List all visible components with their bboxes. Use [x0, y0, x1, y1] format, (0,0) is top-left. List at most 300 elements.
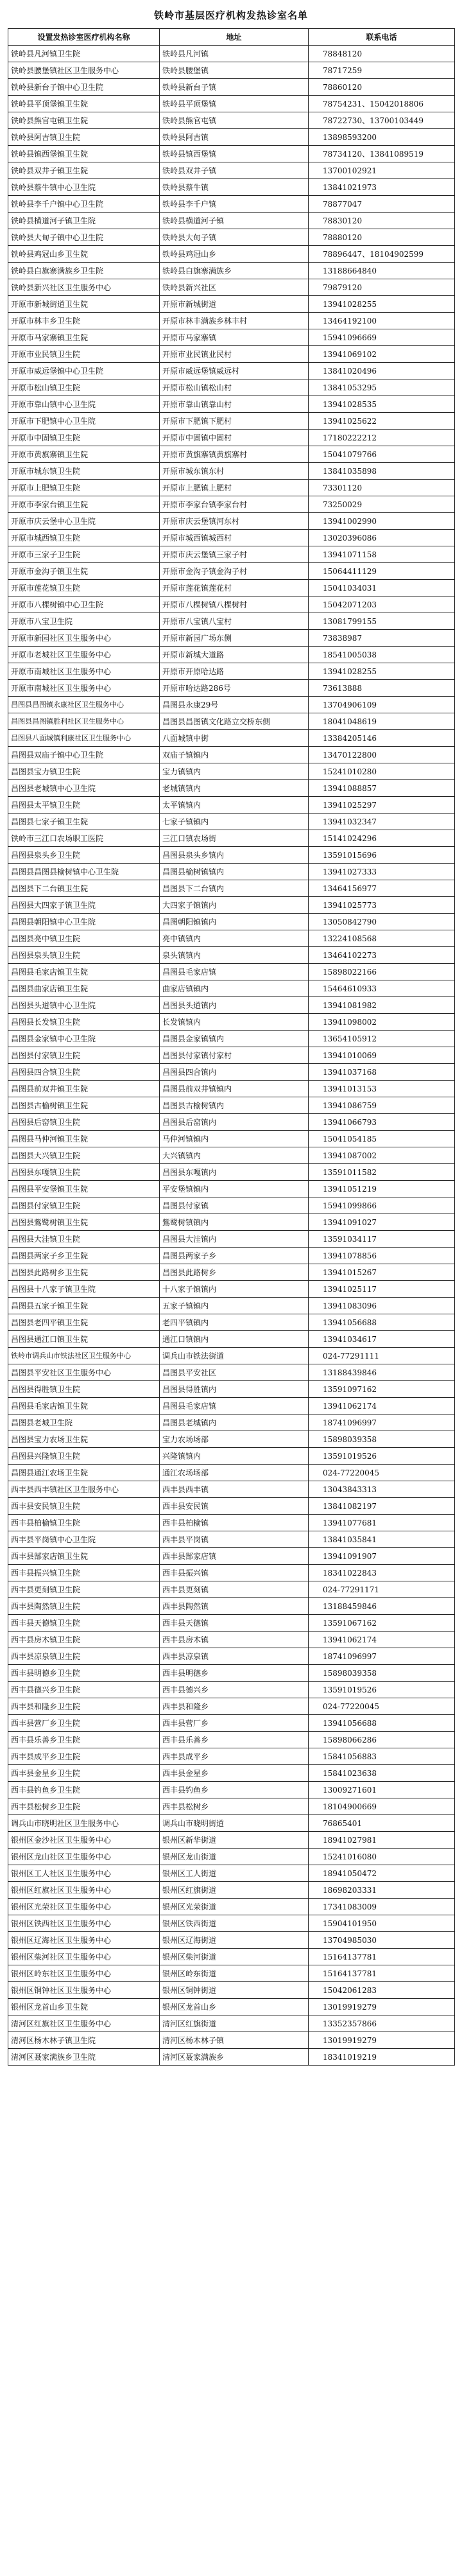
contact-phone: 18741096997: [309, 1414, 455, 1431]
institution-name: 开原市中固镇卫生院: [8, 430, 160, 446]
institution-name: 昌图县大洼镇卫生院: [8, 1231, 160, 1248]
contact-phone: 15841056883: [309, 1748, 455, 1765]
contact-phone: 13941025622: [309, 413, 455, 430]
contact-phone: 13081799155: [309, 613, 455, 630]
contact-phone: 15941096669: [309, 329, 455, 346]
institution-address: 开原市开原哈达路: [160, 663, 309, 680]
contact-phone: 15042061283: [309, 1982, 455, 1999]
institution-name: 昌图县大兴镇卫生院: [8, 1147, 160, 1164]
institution-address: 西丰县陶然镇: [160, 1598, 309, 1615]
institution-name: 昌图县头道镇中心卫生院: [8, 997, 160, 1014]
institution-name: 铁岭市三江口农场职工医院: [8, 830, 160, 847]
institution-address: 银州区辽海街道: [160, 1932, 309, 1949]
contact-phone: 78722730、13700103449: [309, 112, 455, 129]
table-row: [8, 146, 455, 162]
institution-name: 铁岭县横道河子镇卫生院: [8, 213, 160, 229]
table-row: [8, 1181, 455, 1197]
table-row: [8, 1949, 455, 1965]
institution-name: 昌图县老四平镇卫生院: [8, 1314, 160, 1331]
institution-address: 昌图县毛家店镇: [160, 964, 309, 980]
table-row: [8, 1598, 455, 1615]
institution-name: 昌图县老城卫生院: [8, 1414, 160, 1431]
contact-phone: 13941028255: [309, 663, 455, 680]
institution-address: 开原市威远堡镇威远村: [160, 363, 309, 379]
table-row: [8, 1014, 455, 1031]
institution-address: 昌图县榆树镇镇内: [160, 864, 309, 880]
contact-phone: 15241010280: [309, 763, 455, 780]
institution-name: 开原市三家子卫生院: [8, 546, 160, 563]
institution-address: 铁岭县白旗寨满族乡: [160, 263, 309, 279]
institution-name: 昌图县得胜镇卫生院: [8, 1381, 160, 1398]
table-row: [8, 1932, 455, 1949]
institution-name: 开原市下肥镇中心卫生院: [8, 413, 160, 430]
institution-name: 西丰县更刻镇卫生院: [8, 1581, 160, 1598]
table-row: [8, 1331, 455, 1348]
institution-address: 平安堡镇镇内: [160, 1181, 309, 1197]
institution-address: 银州区新华街道: [160, 1832, 309, 1849]
table-row: [8, 79, 455, 96]
contact-phone: 13941051219: [309, 1181, 455, 1197]
institution-name: 铁岭县熊官屯镇卫生院: [8, 112, 160, 129]
table-row: [8, 446, 455, 463]
contact-phone: 78877047: [309, 196, 455, 213]
contact-phone: 78880120: [309, 229, 455, 246]
table-row: [8, 647, 455, 663]
contact-phone: 13941071158: [309, 546, 455, 563]
institution-address: 昌图县得胜镇内: [160, 1381, 309, 1398]
institution-name: 西丰县陶然镇卫生院: [8, 1598, 160, 1615]
contact-phone: 13941032347: [309, 814, 455, 830]
institution-name: 铁岭县李千户镇中心卫生院: [8, 196, 160, 213]
table-row: [8, 246, 455, 263]
table-row: [8, 1999, 455, 2015]
contact-phone: 13470122800: [309, 747, 455, 763]
institution-name: 银州区红旗社区卫生服务中心: [8, 1882, 160, 1899]
institution-address: 昌图朝阳镇镇内: [160, 914, 309, 930]
institution-name: 银州区光荣社区卫生服务中心: [8, 1899, 160, 1915]
institution-name: 昌图县昌图镇胜利社区卫生服务中心: [8, 713, 160, 730]
table-row: [8, 1965, 455, 1982]
institution-address: 昌图县前双井镇镇内: [160, 1081, 309, 1097]
institution-name: 西丰县凉泉镇卫生院: [8, 1648, 160, 1665]
table-row: [8, 1715, 455, 1732]
table-row: [8, 1298, 455, 1314]
institution-address: 西丰县柏榆镇: [160, 1515, 309, 1531]
table-row: [8, 363, 455, 379]
contact-phone: 73838987: [309, 630, 455, 647]
institution-address: 通江农场场部: [160, 1465, 309, 1481]
institution-address: 西丰县金星乡: [160, 1765, 309, 1782]
contact-phone: 13591019526: [309, 1448, 455, 1465]
header-phone: 联系电话: [309, 29, 455, 46]
institution-address: 昌图县毛家店镇: [160, 1398, 309, 1414]
institution-address: 铁岭县大甸子镇: [160, 229, 309, 246]
institution-name: 昌图县毛家店镇卫生院: [8, 964, 160, 980]
institution-address: 铁岭县腰堡镇: [160, 62, 309, 79]
institution-address: 开原市业民镇业民村: [160, 346, 309, 363]
contact-phone: 13941028255: [309, 296, 455, 313]
institution-address: 铁岭县新台子镇: [160, 79, 309, 96]
table-row: [8, 1515, 455, 1531]
table-row: [8, 830, 455, 847]
contact-phone: 18698203331: [309, 1882, 455, 1899]
table-row: [8, 897, 455, 914]
institution-address: 铁岭县熊官屯镇: [160, 112, 309, 129]
contact-phone: 13043843313: [309, 1481, 455, 1498]
institution-name: 昌图县昌图县榆树镇中心卫生院: [8, 864, 160, 880]
table-row: [8, 2049, 455, 2066]
institution-address: 鴜鹭树镇镇内: [160, 1214, 309, 1231]
institution-address: 兴隆镇镇内: [160, 1448, 309, 1465]
table-row: [8, 162, 455, 179]
table-row: [8, 1047, 455, 1064]
table-row: [8, 1081, 455, 1097]
institution-name: 昌图县泉头乡卫生院: [8, 847, 160, 864]
table-row: [8, 964, 455, 980]
table-row: [8, 563, 455, 580]
institution-address: 西丰县和隆乡: [160, 1698, 309, 1715]
table-row: [8, 279, 455, 296]
table-row: [8, 880, 455, 897]
institution-address: 银州区柴河街道: [160, 1949, 309, 1965]
contact-phone: 13188664840: [309, 263, 455, 279]
institution-name: 西丰县平岗镇中心卫生院: [8, 1531, 160, 1548]
institution-address: 西丰县凉泉镇: [160, 1648, 309, 1665]
institution-address: 西丰县松树乡: [160, 1798, 309, 1815]
table-row: [8, 1214, 455, 1231]
contact-phone: 15041034031: [309, 580, 455, 596]
institution-address: 昌图县东嘎镇内: [160, 1164, 309, 1181]
contact-phone: 13898593200: [309, 129, 455, 146]
institution-address: 五家子镇镇内: [160, 1298, 309, 1314]
contact-phone: 13941078856: [309, 1248, 455, 1264]
table-row: [8, 1031, 455, 1047]
contact-phone: 13188439846: [309, 1364, 455, 1381]
institution-address: 铁岭县平顶堡镇: [160, 96, 309, 112]
table-row: [8, 1665, 455, 1682]
institution-address: 开原市八宝镇八宝村: [160, 613, 309, 630]
table-row: [8, 346, 455, 363]
contact-phone: 13941077681: [309, 1515, 455, 1531]
table-row: [8, 613, 455, 630]
institution-name: 银州区金沙社区卫生服务中心: [8, 1832, 160, 1849]
institution-address: 大四家子镇镇内: [160, 897, 309, 914]
institution-name: 西丰县明德乡卫生院: [8, 1665, 160, 1682]
institution-name: 昌图县此路树乡卫生院: [8, 1264, 160, 1281]
institution-address: 开原市下肥镇下肥村: [160, 413, 309, 430]
table-row: [8, 480, 455, 496]
contact-phone: 13224108568: [309, 930, 455, 947]
institution-name: 开原市新城街道卫生院: [8, 296, 160, 313]
institution-name: 银州区铁西社区卫生服务中心: [8, 1915, 160, 1932]
contact-phone: 13050842790: [309, 914, 455, 930]
contact-phone: 13591019526: [309, 1682, 455, 1698]
table-row: [8, 747, 455, 763]
institution-name: 西丰县钓鱼乡卫生院: [8, 1782, 160, 1798]
institution-name: 清河区红旗社区卫生服务中心: [8, 2015, 160, 2032]
institution-name: 铁岭县双井子镇卫生院: [8, 162, 160, 179]
table-row: [8, 546, 455, 563]
institution-address: 双庙子镇镇内: [160, 747, 309, 763]
table-row: [8, 697, 455, 713]
institution-name: 昌图县后窑镇卫生院: [8, 1114, 160, 1131]
table-row: [8, 730, 455, 747]
institution-address: 西丰县西丰镇: [160, 1481, 309, 1498]
table-row: [8, 1147, 455, 1164]
table-row: [8, 296, 455, 313]
institution-name: 西丰县乐善乡卫生院: [8, 1732, 160, 1748]
table-row: [8, 1982, 455, 1999]
header-address: 地址: [160, 29, 309, 46]
table-row: [8, 413, 455, 430]
contact-phone: 13188459846: [309, 1598, 455, 1615]
institution-address: 马仲河镇镇内: [160, 1131, 309, 1147]
institution-name: 昌图县昌图镇永康社区卫生服务中心: [8, 697, 160, 713]
institution-name: 开原市八宝卫生院: [8, 613, 160, 630]
table-row: [8, 1565, 455, 1581]
contact-phone: 13941091907: [309, 1548, 455, 1565]
table-row: [8, 496, 455, 513]
institution-address: 西丰县房木镇: [160, 1632, 309, 1648]
table-row: [8, 1648, 455, 1665]
table-row: [8, 1498, 455, 1515]
contact-phone: 13841021973: [309, 179, 455, 196]
contact-phone: 13841035898: [309, 463, 455, 480]
institution-address: 昌图县金家镇镇内: [160, 1031, 309, 1047]
table-row: [8, 46, 455, 62]
table-row: [8, 1748, 455, 1765]
contact-phone: 024-77291111: [309, 1348, 455, 1364]
institution-name: 铁岭县新兴社区卫生服务中心: [8, 279, 160, 296]
contact-phone: 13941037168: [309, 1064, 455, 1081]
contact-phone: 13941069102: [309, 346, 455, 363]
institution-name: 昌图县下二台镇卫生院: [8, 880, 160, 897]
contact-phone: 13020396086: [309, 530, 455, 546]
contact-phone: 13941062174: [309, 1632, 455, 1648]
contact-phone: 78896447、18104902599: [309, 246, 455, 263]
contact-phone: 13941025773: [309, 897, 455, 914]
header-institution-name: 设置发热诊室医疗机构名称: [8, 29, 160, 46]
institution-address: 昌图县付家镇付家村: [160, 1047, 309, 1064]
contact-phone: 024-77220045: [309, 1698, 455, 1715]
institution-name: 西丰县郜家店镇卫生院: [8, 1548, 160, 1565]
contact-phone: 17341083009: [309, 1899, 455, 1915]
institution-address: 铁岭县鸡冠山乡: [160, 246, 309, 263]
contact-phone: 15841023638: [309, 1765, 455, 1782]
table-row: [8, 864, 455, 880]
institution-name: 西丰县松树乡卫生院: [8, 1798, 160, 1815]
institution-name: 昌图县泉头镇卫生院: [8, 947, 160, 964]
institution-address: 开原市城西镇城西村: [160, 530, 309, 546]
institution-address: 开原市莲花镇莲花村: [160, 580, 309, 596]
table-row: [8, 1782, 455, 1798]
contact-phone: 73301120: [309, 480, 455, 496]
institution-address: 铁岭县镇西堡镇: [160, 146, 309, 162]
table-row: [8, 680, 455, 697]
institution-name: 铁岭县平顶堡镇卫生院: [8, 96, 160, 112]
contact-phone: 13700102921: [309, 162, 455, 179]
contact-phone: 15164137781: [309, 1965, 455, 1982]
table-row: [8, 1849, 455, 1865]
institution-name: 昌图县前双井镇卫生院: [8, 1081, 160, 1097]
contact-phone: 13019919279: [309, 2032, 455, 2049]
table-row: [8, 914, 455, 930]
contact-phone: 18941027981: [309, 1832, 455, 1849]
contact-phone: 15464610933: [309, 980, 455, 997]
institution-name: 西丰县金星乡卫生院: [8, 1765, 160, 1782]
table-row: [8, 1314, 455, 1331]
institution-name: 银州区岭东社区卫生服务中心: [8, 1965, 160, 1982]
contact-phone: 13941091027: [309, 1214, 455, 1231]
contact-phone: 13941056688: [309, 1715, 455, 1732]
contact-phone: 13352357866: [309, 2015, 455, 2032]
table-row: [8, 1865, 455, 1882]
institution-address: 铁岭县横道河子镇: [160, 213, 309, 229]
table-row: [8, 1381, 455, 1398]
institution-name: 开原市松山镇卫生院: [8, 379, 160, 396]
institution-address: 太平镇镇内: [160, 797, 309, 814]
table-header-row: [8, 29, 455, 46]
table-row: [8, 1348, 455, 1364]
contact-phone: 78830120: [309, 213, 455, 229]
institution-name: 铁岭县白旗寨满族乡卫生院: [8, 263, 160, 279]
table-row: [8, 997, 455, 1014]
contact-phone: 13941028535: [309, 396, 455, 413]
institution-address: 十八家子镇镇内: [160, 1281, 309, 1298]
institution-address: 调兵山市铁法街道: [160, 1348, 309, 1364]
contact-phone: 13941034617: [309, 1331, 455, 1348]
institution-name: 清河区聂家满族乡卫生院: [8, 2049, 160, 2066]
institution-address: 银州区铁西街道: [160, 1915, 309, 1932]
contact-phone: 79879120: [309, 279, 455, 296]
page-title: 铁岭市基层医疗机构发热诊室名单: [153, 10, 308, 21]
institution-name: 昌图县宝力农场卫生院: [8, 1431, 160, 1448]
institution-address: 铁岭县李千户镇: [160, 196, 309, 213]
table-row: [8, 663, 455, 680]
table-row: [8, 847, 455, 864]
institution-name: 昌图县通江口镇卫生院: [8, 1331, 160, 1348]
contact-phone: 024-77291171: [309, 1581, 455, 1598]
institution-address: 八面城镇中街: [160, 730, 309, 747]
contact-phone: 15042071203: [309, 596, 455, 613]
table-row: [8, 1581, 455, 1598]
institution-address: 银州区红旗街道: [160, 1882, 309, 1899]
institution-name: 昌图县老城镇中心卫生院: [8, 780, 160, 797]
contact-phone: 18541005038: [309, 647, 455, 663]
institution-address: 长发镇镇内: [160, 1014, 309, 1031]
institution-address: 昌图县两家子乡: [160, 1248, 309, 1264]
table-row: [8, 1698, 455, 1715]
institution-name: 开原市李家台镇卫生院: [8, 496, 160, 513]
contact-phone: 13941056688: [309, 1314, 455, 1331]
contact-phone: 73613888: [309, 680, 455, 697]
contact-phone: 78717259: [309, 62, 455, 79]
institution-name: 西丰县西丰镇社区卫生服务中心: [8, 1481, 160, 1498]
table-row: [8, 179, 455, 196]
contact-phone: 13464102273: [309, 947, 455, 964]
contact-phone: 78734120、13841089519: [309, 146, 455, 162]
table-row: [8, 1097, 455, 1114]
institution-name: 昌图县曲家店镇卫生院: [8, 980, 160, 997]
institution-name: 西丰县德兴乡卫生院: [8, 1682, 160, 1698]
institution-address: 铁岭县新兴社区: [160, 279, 309, 296]
table-row: [8, 396, 455, 413]
institution-address: 开原市林丰满族乡林丰村: [160, 313, 309, 329]
institution-name: 昌图县宝力镇卫生院: [8, 763, 160, 780]
contact-phone: 13464156977: [309, 880, 455, 897]
contact-phone: 13941002990: [309, 513, 455, 530]
contact-phone: 15064411129: [309, 563, 455, 580]
institution-address: 宝力镇镇内: [160, 763, 309, 780]
institution-address: 西丰县更刻镇: [160, 1581, 309, 1598]
institution-name: 开原市金沟子镇卫生院: [8, 563, 160, 580]
institution-name: 昌图县七家子镇卫生院: [8, 814, 160, 830]
contact-phone: 15898039358: [309, 1665, 455, 1682]
contact-phone: 15904101950: [309, 1915, 455, 1932]
institution-address: 开原市李家台镇李家台村: [160, 496, 309, 513]
contact-phone: 15241016080: [309, 1849, 455, 1865]
contact-phone: 18041048619: [309, 713, 455, 730]
contact-phone: 73250029: [309, 496, 455, 513]
institution-address: 开原市庆云堡镇河东村: [160, 513, 309, 530]
institution-name: 昌图县双庙子镇中心卫生院: [8, 747, 160, 763]
institution-address: 开原市松山镇松山村: [160, 379, 309, 396]
institution-address: 开原市黄旗寨镇黄旗寨村: [160, 446, 309, 463]
table-row: [8, 463, 455, 480]
contact-phone: 18341022843: [309, 1565, 455, 1581]
contact-phone: 13841035841: [309, 1531, 455, 1548]
table-row: [8, 1465, 455, 1481]
contact-phone: 15941099866: [309, 1197, 455, 1214]
contact-phone: 13019919279: [309, 1999, 455, 2015]
institution-address: 三江口镇农场街: [160, 830, 309, 847]
institution-address: 铁岭县蔡牛镇: [160, 179, 309, 196]
institution-address: 开原市上肥镇上肥村: [160, 480, 309, 496]
institution-name: 西丰县振兴镇卫生院: [8, 1565, 160, 1581]
institution-address: 昌图县此路树乡: [160, 1264, 309, 1281]
institution-name: 开原市庆云堡中心卫生院: [8, 513, 160, 530]
institution-address: 西丰县平岗镇: [160, 1531, 309, 1548]
institution-address: 昌图县老城镇内: [160, 1414, 309, 1431]
institution-name: 昌图县付家镇卫生院: [8, 1047, 160, 1064]
contact-phone: 13591015696: [309, 847, 455, 864]
institution-address: 大兴镇镇内: [160, 1147, 309, 1164]
institution-address: 昌图县大洼镇内: [160, 1231, 309, 1248]
institution-name: 铁岭县腰堡镇社区卫生服务中心: [8, 62, 160, 79]
contact-phone: 13941083096: [309, 1298, 455, 1314]
table-row: [8, 630, 455, 647]
institution-address: 开原市金沟子镇金沟子村: [160, 563, 309, 580]
institution-address: 昌图县平安社区: [160, 1364, 309, 1381]
institution-address: 开原市新园广场东侧: [160, 630, 309, 647]
institution-address: 西丰县天德镇: [160, 1615, 309, 1632]
institution-name: 开原市上肥镇卫生院: [8, 480, 160, 496]
contact-phone: 15898039358: [309, 1431, 455, 1448]
contact-phone: 13941088857: [309, 780, 455, 797]
table-row: [8, 229, 455, 246]
institution-name: 银州区龙山社区卫生服务中心: [8, 1849, 160, 1865]
table-row: [8, 713, 455, 730]
institution-name: 西丰县天德镇卫生院: [8, 1615, 160, 1632]
institution-address: 昌图县下二台镇内: [160, 880, 309, 897]
institution-name: 铁岭县鸡冠山乡卫生院: [8, 246, 160, 263]
table-row: [8, 1899, 455, 1915]
table-row: [8, 313, 455, 329]
institution-name: 开原市南城社区卫生服务中心: [8, 663, 160, 680]
contact-phone: 13841020496: [309, 363, 455, 379]
institution-name: 调兵山市晓明社区卫生服务中心: [8, 1815, 160, 1832]
institution-name: 银州区辽海社区卫生服务中心: [8, 1932, 160, 1949]
